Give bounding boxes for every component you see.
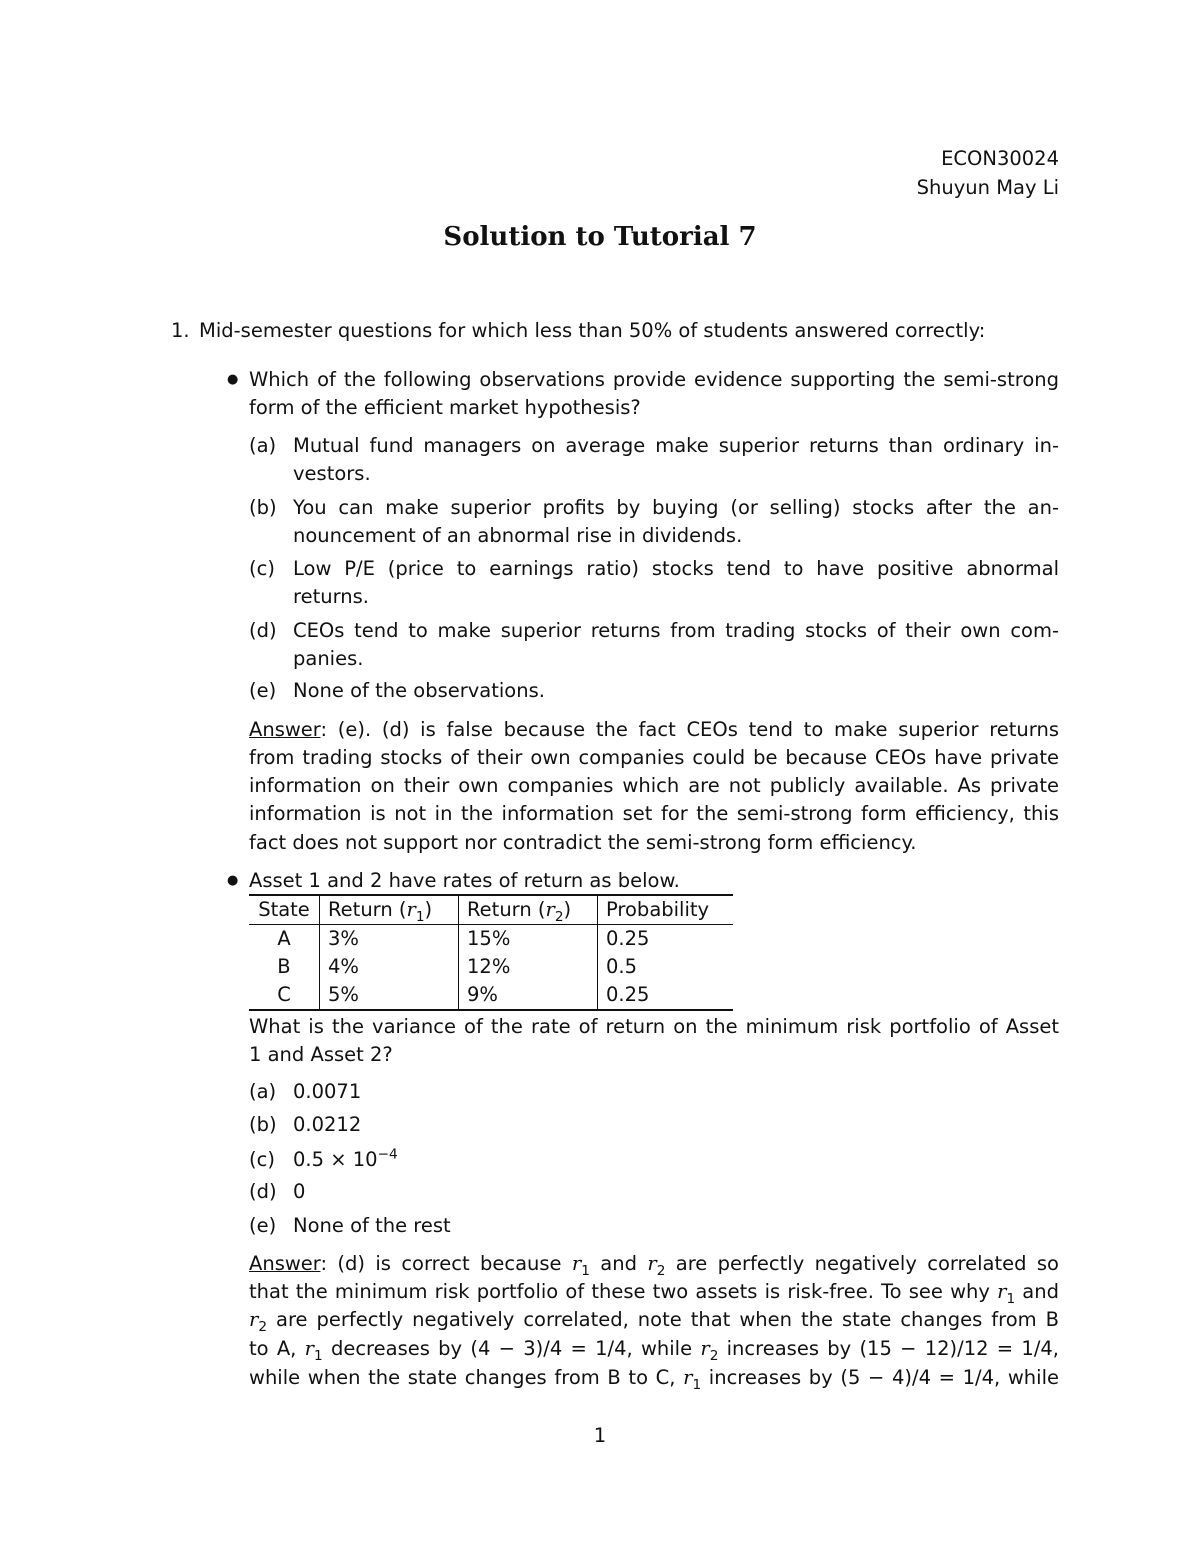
option-text: returns. xyxy=(293,585,369,608)
answer-text: that the minimum risk portfolio of these two assets is risk-free. To see why $r_1$ and xyxy=(249,1280,1059,1307)
answer-text: : (e). (d) is false because the fact CEOs tend to make superior returns xyxy=(320,718,1059,741)
answer-text: fact does not support nor contradict the semi-strong form efficiency. xyxy=(249,831,917,854)
option-text: 0 xyxy=(293,1180,306,1203)
answer-paragraph xyxy=(249,716,1059,744)
answer-text: while when the state changes from B to C, $r_1$ increases by (5 − 4)/4 = 1/4, while xyxy=(249,1366,1060,1393)
question-text: What is the variance of the rate of return on the minimum risk portfolio of Asset xyxy=(249,1015,1059,1038)
header-return-r1: Return $(r_1)$ xyxy=(320,895,459,925)
table-cell: 0.25 xyxy=(598,981,734,1010)
page-title: Solution to Tutorial 7 xyxy=(443,222,757,252)
bullet2-intro: Asset 1 and 2 have rates of return as below. xyxy=(249,869,680,892)
option-label: (b) xyxy=(249,1113,277,1136)
answer-text: to A, $r_1$ decreases by (4 − 3)/4 = 1/4, while $r_2$ increases by (15 − 12)/12 = 1/4, xyxy=(249,1337,1060,1364)
answer-text: information is not in the information set for the semi-strong form efficiency, this xyxy=(249,802,1059,825)
option-label: (c) xyxy=(249,1148,275,1171)
table-cell: 0.5 xyxy=(598,953,734,981)
option-text: Low P/E (price to earnings ratio) stocks tend to have positive abnormal xyxy=(293,557,1059,580)
answer-label: Answer xyxy=(249,1252,321,1275)
table-cell: 5% xyxy=(320,981,459,1010)
bullet-icon: ● xyxy=(227,372,239,387)
table-row xyxy=(249,981,733,1010)
table-cell: B xyxy=(277,955,291,978)
page-number: 1 xyxy=(593,1424,607,1447)
answer-text: information on their own companies which are not publicly available. As private xyxy=(249,774,1059,797)
question-intro: Mid-semester questions for which less than 50% of students answered correctly: xyxy=(199,319,986,342)
table-cell: A xyxy=(277,927,291,950)
option-text: CEOs tend to make superior returns from trading stocks of their own com- xyxy=(293,619,1059,642)
header-probability: Probability xyxy=(598,895,734,925)
table-cell: 15% xyxy=(459,925,598,954)
option-text: None of the observations. xyxy=(293,679,545,702)
answer-paragraph: Answer: (d) is correct because $r_1$ and $r_2$ are perfectly negatively correlated so xyxy=(249,1252,1059,1279)
question-number: 1. xyxy=(171,319,190,342)
table-header-row xyxy=(249,895,733,925)
option-label: (e) xyxy=(249,679,277,702)
returns-table xyxy=(249,894,733,1011)
answer-label: Answer xyxy=(249,718,321,741)
option-label: (a) xyxy=(249,434,277,457)
bullet-icon: ● xyxy=(227,873,239,888)
option-text: nouncement of an abnormal rise in dividends. xyxy=(293,524,743,547)
option-label: (e) xyxy=(249,1214,277,1237)
option-label: (b) xyxy=(249,496,277,519)
question-text: 1 and Asset 2? xyxy=(249,1043,393,1066)
table-row xyxy=(249,925,733,954)
header-return-r2: Return $(r_2)$ xyxy=(459,895,598,925)
author-name: Shuyun May Li xyxy=(916,176,1059,199)
option-text: You can make superior profits by buying (or selling) stocks after the an- xyxy=(293,496,1059,519)
option-text: Mutual fund managers on average make superior returns than ordinary in- xyxy=(293,434,1059,457)
option-label: (d) xyxy=(249,1180,277,1203)
course-code: ECON30024 xyxy=(941,147,1059,170)
option-text: 0.0071 xyxy=(293,1080,362,1103)
option-text: $0.5 \times 10^{-4}$ xyxy=(293,1146,398,1171)
option-text: panies. xyxy=(293,647,364,670)
table-cell: C xyxy=(277,983,291,1006)
table-cell: 4% xyxy=(320,953,459,981)
table-cell: 3% xyxy=(320,925,459,954)
table-cell: 12% xyxy=(459,953,598,981)
table-cell: 9% xyxy=(459,981,598,1010)
table-row xyxy=(249,953,733,981)
option-text: None of the rest xyxy=(293,1214,451,1237)
table-cell: 0.25 xyxy=(598,925,734,954)
answer-text: $r_2$ are perfectly negatively correlated, note that when the state changes from B xyxy=(249,1308,1059,1335)
option-label: (d) xyxy=(249,619,277,642)
answer-text: from trading stocks of their own companies could be because CEOs have private xyxy=(249,746,1059,769)
option-text: 0.0212 xyxy=(293,1113,362,1136)
bullet1-line: form of the efficient market hypothesis? xyxy=(249,396,641,419)
bullet1-line: Which of the following observations provide evidence supporting the semi-strong xyxy=(249,368,1059,391)
option-label: (a) xyxy=(249,1080,277,1103)
option-text: vestors. xyxy=(293,462,371,485)
option-label: (c) xyxy=(249,557,275,580)
header-state: State xyxy=(258,898,310,921)
